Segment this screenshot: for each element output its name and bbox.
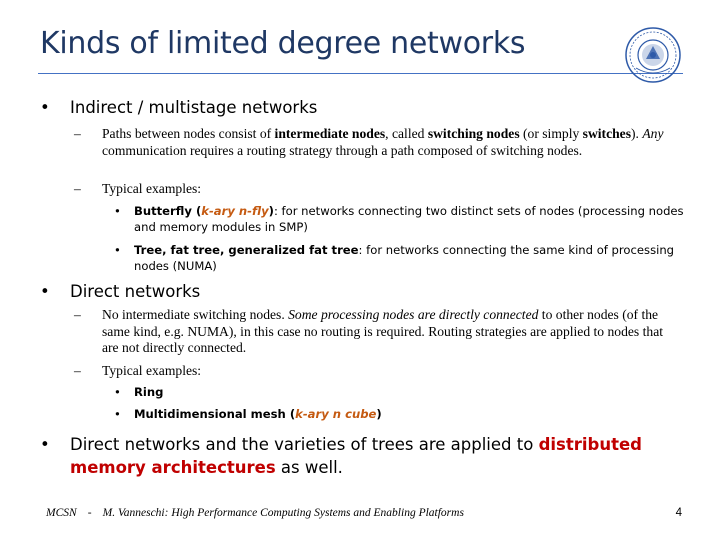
bullet-direct-label: Direct networks — [70, 282, 201, 301]
text-run: ). — [631, 126, 643, 141]
bullet-marker: • — [114, 385, 121, 399]
text-run: Paths between nodes consist of — [102, 126, 275, 141]
example-butterfly — [114, 204, 686, 235]
direct-examples-heading — [74, 363, 674, 380]
footer-course: MCSN — [46, 507, 77, 519]
indirect-description — [74, 126, 674, 159]
text-run: : for networks connecting the same kind of processing nodes (NUMA) — [134, 243, 675, 273]
dash-marker: – — [74, 181, 81, 196]
bullet-marker: • — [40, 435, 50, 454]
example-ring — [114, 385, 686, 401]
bullet-marker: • — [114, 407, 121, 421]
direct-description — [74, 307, 674, 357]
text-run: , called — [385, 126, 428, 141]
bullet-marker: • — [40, 282, 50, 301]
page-number: 4 — [675, 507, 682, 519]
term-k-ary-n-cube: k-ary n cube — [295, 407, 377, 421]
term-switches: switches — [582, 126, 632, 141]
text-run: as well. — [275, 457, 343, 477]
text-run: No intermediate switching nodes. — [102, 307, 289, 322]
text-run: (or simply — [519, 126, 583, 141]
dash-marker: – — [74, 307, 81, 322]
example-mesh — [114, 407, 686, 423]
text-run: communication requires a routing strategy through a path composed of switching nodes. — [102, 142, 583, 158]
term-multidimensional-mesh: Multidimensional mesh ( — [134, 407, 296, 421]
dash-marker: – — [74, 363, 81, 378]
footer-separator: - — [87, 507, 92, 519]
text-emphasis: Any — [642, 126, 664, 141]
examples-label: Typical examples: — [102, 363, 202, 378]
term-switching-nodes: switching nodes — [427, 126, 520, 141]
term-intermediate-nodes: intermediate nodes — [274, 126, 386, 141]
bullet-indirect — [40, 97, 317, 119]
bullet-marker: • — [40, 98, 50, 117]
indirect-examples-heading — [74, 181, 674, 198]
text-emphasis: Some processing nodes are directly connected — [288, 307, 539, 322]
text-run: to other nodes (of the same kind, e.g. NUMA), in this case no routing is required. Routing strategies are applied to nodes that are not directly connected. — [102, 307, 664, 355]
examples-label: Typical examples: — [102, 181, 202, 196]
footer-text: M. Vanneschi: High Performance Computing Systems and Enabling Platforms — [102, 507, 464, 519]
text-run: Direct networks and the varieties of trees are applied to — [70, 435, 539, 454]
bullet-summary — [40, 434, 680, 479]
bullet-indirect-label: Indirect / multistage networks — [70, 98, 318, 117]
term-butterfly: Butterfly ( — [134, 204, 202, 218]
text-run: ) — [376, 407, 382, 421]
example-trees — [114, 243, 686, 274]
bullet-direct — [40, 281, 200, 303]
term-k-ary-n-fly: k-ary n-fly — [201, 204, 269, 218]
title-divider — [38, 73, 683, 74]
bullet-marker: • — [114, 243, 121, 257]
bullet-marker: • — [114, 204, 121, 218]
term-distributed-memory-architectures: distributed memory architectures — [70, 435, 642, 477]
university-seal-icon — [624, 26, 682, 84]
term-trees: Tree, fat tree, generalized fat tree — [134, 243, 359, 257]
slide-footer — [46, 507, 464, 519]
dash-marker: – — [74, 126, 81, 141]
slide-title: Kinds of limited degree networks — [40, 26, 526, 61]
text-run: : for networks connecting two distinct sets of nodes (processing nodes and memory modules in SMP) — [134, 204, 684, 234]
term-ring: Ring — [134, 385, 164, 399]
text-run: ) — [268, 204, 274, 218]
